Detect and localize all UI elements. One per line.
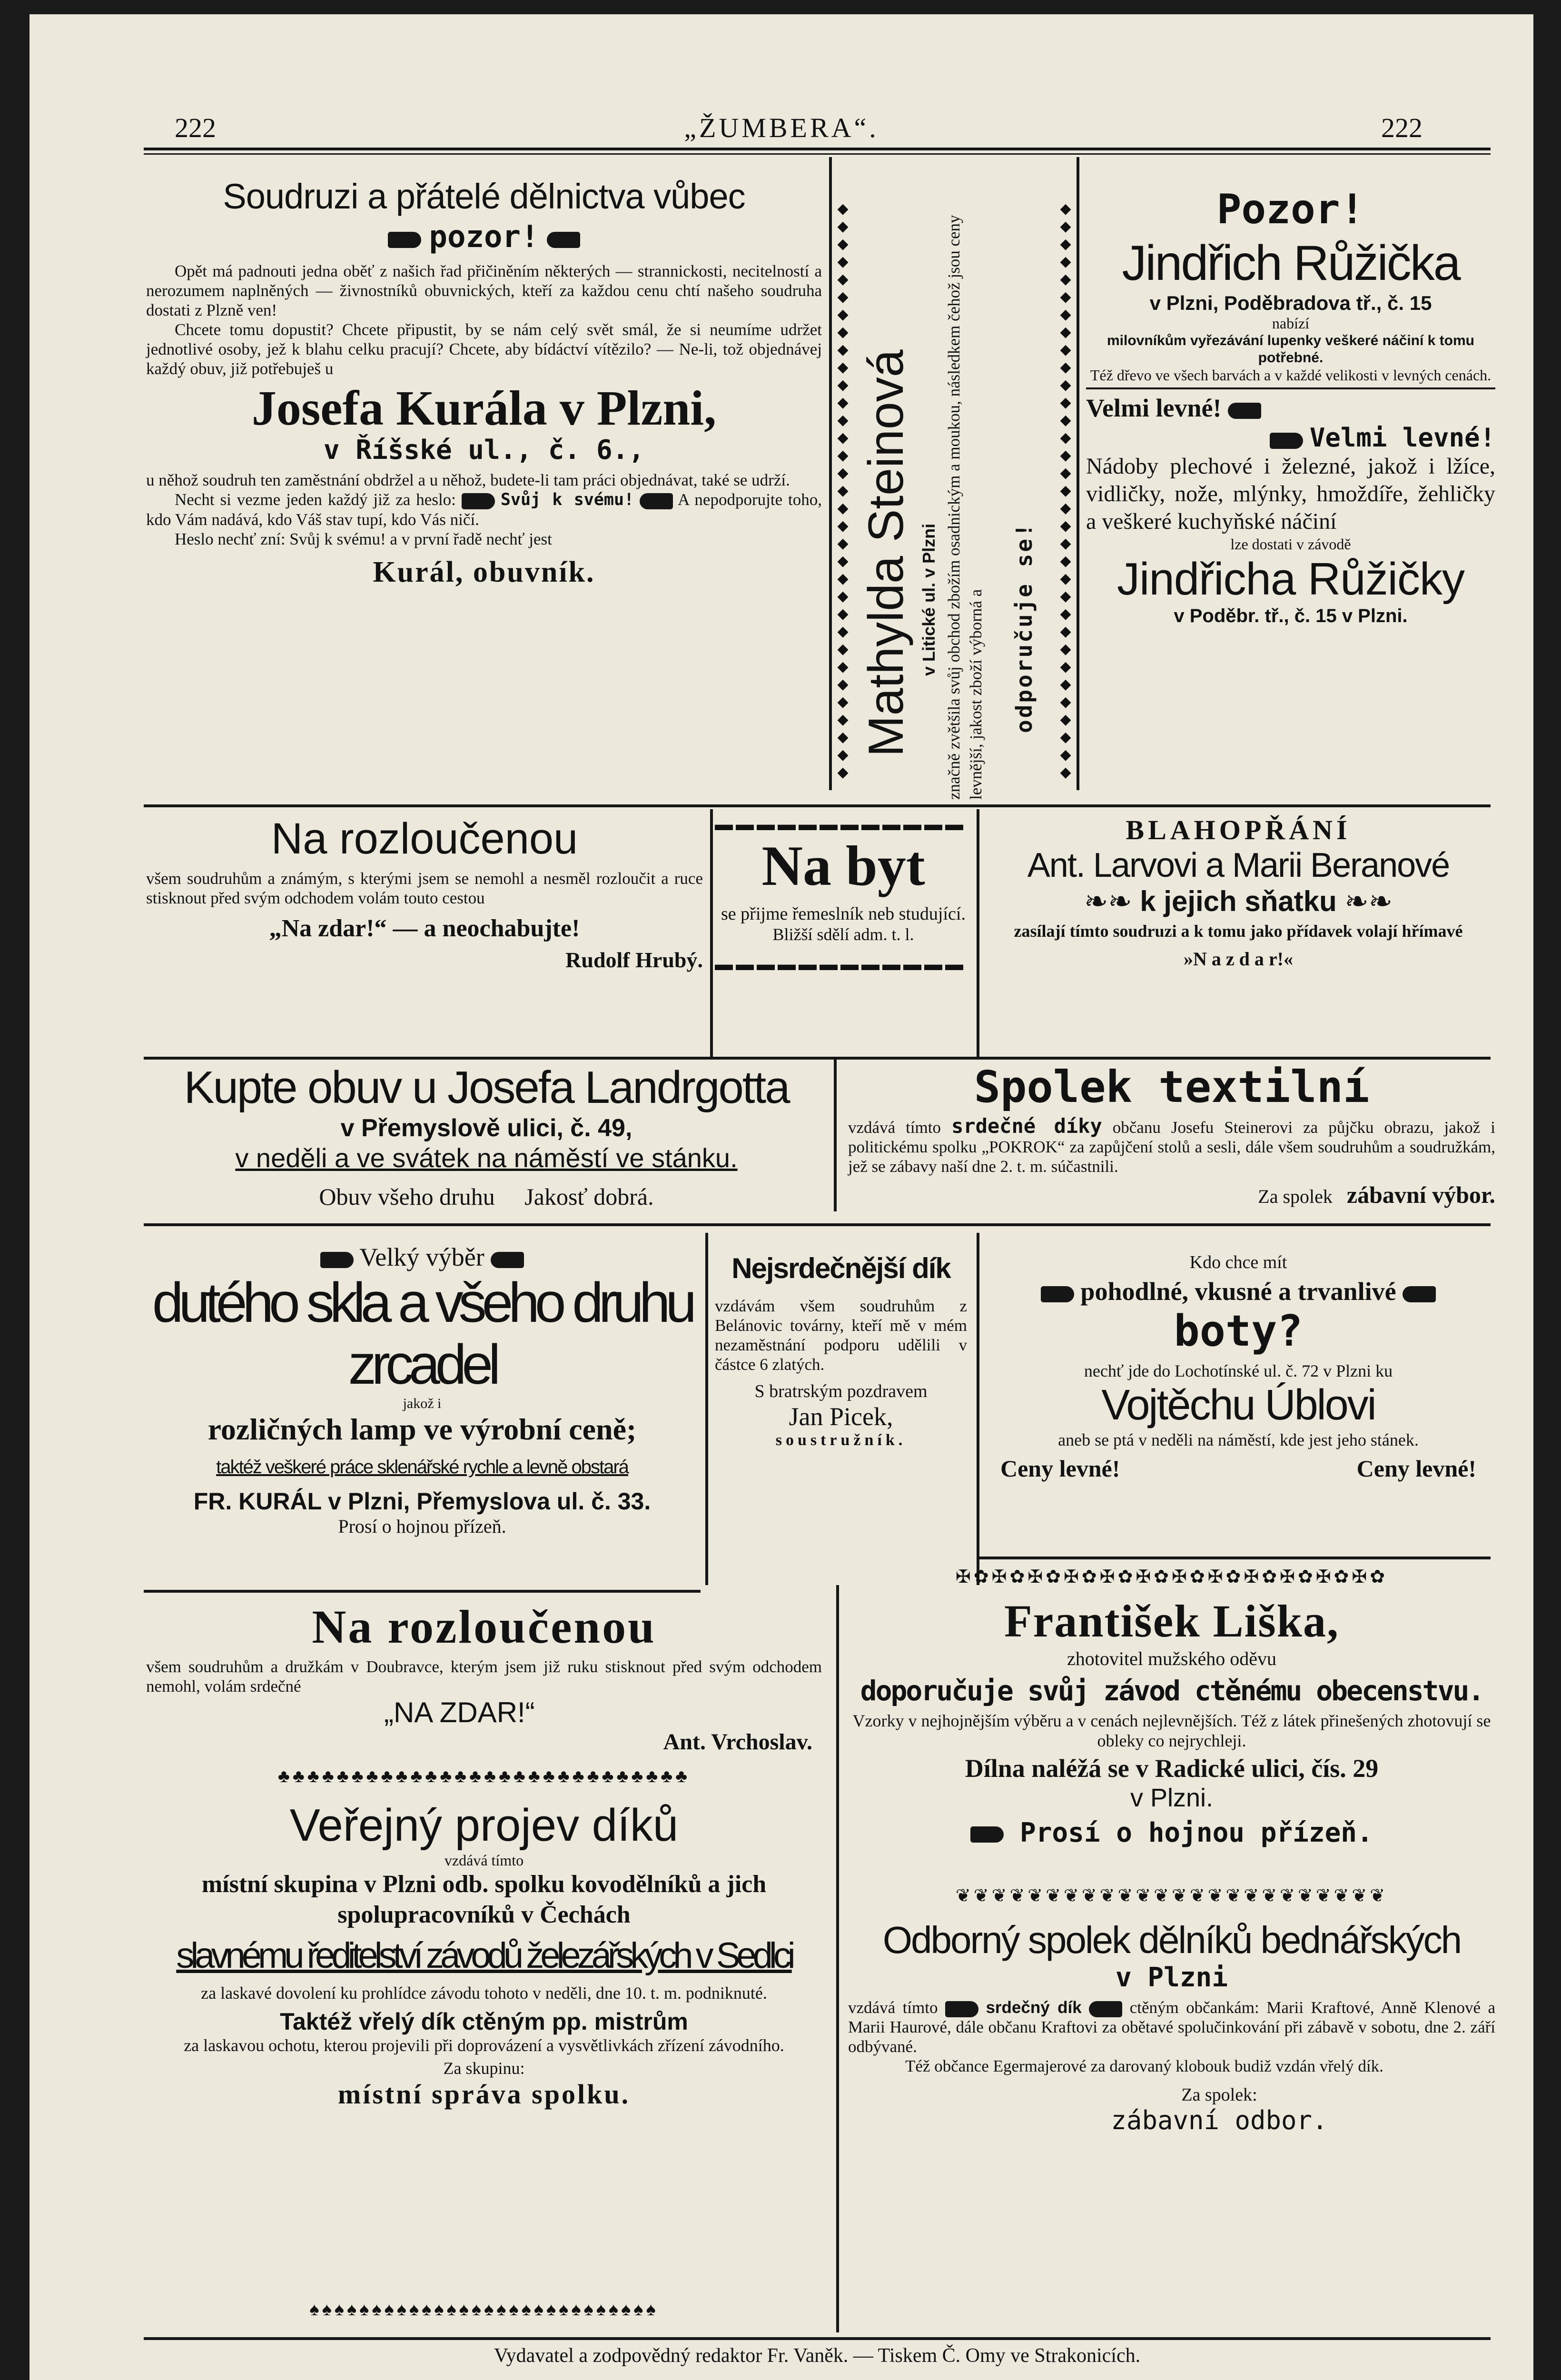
column-rule [836,1585,839,2332]
pointing-hand-icon [547,232,580,248]
ad-text: milovníkům vyřezávání lupenky veškeré náčiní k tomu potřebné. [1107,333,1474,366]
ad-extra: taktéž veškeré práce sklenářské rychle a levně obstará [216,1457,628,1478]
ad-ublova [981,1252,1495,1482]
ad-text: Vzorky v nejhojnějším výběru a v cenách nejlevnějších. Též z látek přinešených zhotovují se obleky co nejrychleji. [852,1711,1491,1750]
footer-rule [144,2337,1491,2340]
ad-text: aneb se ptá v neděli na náměstí, kde jest jeho stánek. [1058,1430,1419,1449]
divider [1086,387,1495,389]
ad-city: v Plzni [1115,1962,1228,1993]
ad-occasion: ❧❧ k jejich sňatku ❧❧ [1084,885,1393,917]
ornament-icon: ❧❧ [1084,885,1132,917]
ad-title: Na rozloučenou [312,1600,656,1653]
row-rule [144,1590,701,1593]
ornament-border: ▬▬▬▬▬▬▬▬▬▬▬▬ [715,814,966,834]
ad-paragraph: Opět má padnouti jedna oběť z našich řad přičiněním některých — strannickosti, necitelností a nerozumem naplněných — živnostníků obuvnických, kteří za každou cenu chtí našeho soudruha dostati z Plzně ven! [146,262,822,319]
ad-slogan: odporučuje se! [1011,522,1037,733]
ad-text: zhotovitel mužského oděvu [1067,1648,1276,1669]
ad-shout: „NA ZDAR!“ [384,1696,535,1728]
ad-vrchoslav [146,1599,822,1755]
ornament-border: ♠♠♠♠♠♠♠♠♠♠♠♠♠♠♠♠♠♠♠♠♠♠♠♠♠♠♠♠ [309,2300,659,2320]
ad-nabyt [715,814,972,975]
ad-pozor: pozor! [146,219,822,255]
ad-address: v Poděbr. tř., č. 15 v Plzni. [1174,605,1408,626]
ad-big: dutého skla a všeho druhu zrcadel [152,1271,692,1396]
ad-text: Též dřevo ve všech barvách a v každé velikosti v levných cenách. [1090,367,1492,384]
ad-address: v Litické ul. v Plzni [919,523,939,676]
ad-please: Prosí o hojnou přízeň. [338,1516,506,1537]
ad-paragraph: Necht si vezme jeden každý již za heslo: Svůj k svému! A nepodporujte toho, kdo Vám nadává, kdo Váš stav tupí, kdo Vás ničí. [146,490,822,529]
diamond-border: ◆ ◆ ◆ ◆ ◆ ◆ ◆ ◆ ◆ ◆ ◆ ◆ ◆ ◆ ◆ ◆ ◆ ◆ ◆ ◆ ◆ ◆ ◆ ◆ ◆ ◆ ◆ ◆ ◆ ◆ ◆ ◆ ◆ [1060,201,1071,780]
ornament-border: ▬▬▬▬▬▬▬▬▬▬▬▬ [715,954,966,974]
ad-blahoprani [981,814,1495,970]
ad-title: BLAHOPŘÁNÍ [1126,814,1351,845]
ad-text: vzdávám všem soudruhům z Belánovic továrny, kteří mě v mém nezaměstnání podporu udělili v částce 6 zlatých. [715,1297,967,1374]
newspaper-title: „ŽUMBERA“. [684,112,879,143]
ad-steinova [853,186,1057,804]
ad-pozor: Pozor! [1216,186,1365,233]
ad-paragraph: Chcete tomu dopustit? Chcete připustit, by se nám celý svět smál, že si neumíme udržet jednotlivé osoby, jež k blahu celku pracují? Chcete, aby bídáctví vítězilo? — Ne-li, tož objednávej každý obuv, již potřebuješ u [146,320,822,378]
ad-text: v neděli a ve svátek na náměstí ve stánku. [235,1143,738,1173]
ad-text: vzdává tímto srdečné díky občanu Josefu Steinerovi za půjčku obrazu, jakož i politickému spolku „POKROK“ za zapůjčení stolů a sesli, dále všem soudruhům a soudružkám, jež se zábavy naší dne 2. t. m. súčastnili. [848,1114,1496,1176]
page-number-right: 222 [1381,112,1423,143]
column-rule [705,1233,708,1585]
ad-text: za laskavou ochotu, kterou projevili při doprovázení a vysvětlivkách zřízení závodního. [184,2036,784,2055]
ad-boty: boty? [1174,1306,1303,1356]
ad-text: místní skupina v Plzni odb. spolku kovodělníků a jich spolupracovníků v Čechách [201,1871,767,1928]
row-rule [144,1057,1491,1060]
ad-signature: Ant. Vrchoslav. [663,1729,812,1755]
pointing-hand-icon [970,1826,1004,1843]
pointing-hand-icon [1403,1286,1436,1302]
ad-signature: Za spolek zábavní výbor. [1258,1181,1495,1208]
pointing-hand-icon [945,2001,978,2017]
row-rule [144,1223,1491,1226]
ad-intro: Kdo chce mít [1189,1252,1287,1272]
ad-text: nechť jde do Lochotínské ul. č. 72 v Plzni ku [1084,1361,1393,1380]
ad-city: v Plzni. [1130,1784,1214,1812]
header-rule-thin [144,153,1491,155]
ad-job: soustružník. [775,1431,907,1449]
diamond-border: ◆ ◆ ◆ ◆ ◆ ◆ ◆ ◆ ◆ ◆ ◆ ◆ ◆ ◆ ◆ ◆ ◆ ◆ ◆ ◆ ◆ ◆ ◆ ◆ ◆ ◆ ◆ ◆ ◆ ◆ ◆ ◆ ◆ [837,201,849,780]
ad-landrgott [146,1061,827,1210]
newspaper-page [30,14,1533,2380]
ad-names: Ant. Larvovi a Marii Beranové [1027,846,1450,884]
ad-name: Jindřich Růžička [1122,236,1460,291]
ad-text: značně zvětšila svůj obchod zbožím osadnickým a moukou, následkem čehož jsou ceny levnější, jakost zboží výborná a [945,215,985,800]
ad-liska [848,1595,1495,1848]
ad-name: Jindřicha Růžičky [1117,554,1464,605]
row-rule [144,804,1491,807]
column-rule [1077,157,1079,790]
pointing-hand-icon [462,493,495,509]
pointing-hand-icon [388,232,421,248]
ad-velmi: Velmi levné! [1086,423,1495,453]
ad-contact: Bližší sdělí adm. t. l. [772,925,914,944]
ad-name: František Liška, [1004,1596,1340,1646]
ad-name: Josefa Kurála v Plzni, [251,381,717,436]
ad-address: v Přemyslově ulici, č. 49, [340,1114,632,1142]
ornament-border: ❦❦❦❦❦❦❦❦❦❦❦❦❦❦❦❦❦❦❦❦❦❦❦❦ [955,1886,1388,1906]
column-rule [977,1233,979,1585]
ad-text: jakož i [403,1396,442,1411]
row-rule [977,1557,1491,1559]
ornament-border: ♣♣♣♣♣♣♣♣♣♣♣♣♣♣♣♣♣♣♣♣♣♣♣♣♣♣♣♣ [277,1766,691,1786]
ad-paragraph: u něhož soudruh ten zaměstnání obdržel a u něhož, budete-li tam práci objednávat, také se udrží. [146,471,790,489]
ad-hruby [146,814,703,972]
ad-title: Kupte obuv u Josefa Landrgotta [184,1062,789,1113]
ad-text: nabízí [1272,315,1310,332]
ad-signature: zábavní odbor. [1111,2105,1328,2135]
ad-signature: Kurál, obuvník. [373,556,595,588]
ad-name: Mathylda Steinová [859,349,914,757]
ad-line: pohodlné, vkusné a trvanlivé [981,1277,1495,1306]
ad-address: v Plzni, Poděbradova tř., č. 15 [1149,292,1432,314]
ad-text: Též občance Egermajerové za darovaný klobouk budiž vzdán vřelý dík. [905,2057,1383,2075]
ad-text: Za skupinu: [443,2059,525,2078]
ad-sign-label: Za spolek: [1181,2085,1257,2105]
footer-imprint: Vydavatel a zodpovědný redaktor Fr. Vaněk. — Tiskem Č. Omy ve Strakonicích. [494,2345,1141,2367]
ad-kural-shoes [146,176,822,589]
ad-ruzicka [1086,186,1495,627]
pointing-hand-icon [491,1252,524,1268]
ad-text: všem soudruhům a známým, s kterými jsem se nemohl a nesměl rozloučit a ruce stisknout před svým odchodem volám touto cestou [146,869,703,907]
ad-dekuji [146,1799,822,2110]
column-rule [977,809,979,1057]
ad-text: za laskavé dovolení ku prohlídce závodu tohoto v neděli, dne 10. t. m. podniknuté. [201,1983,767,2003]
page-number-left: 222 [175,112,216,143]
ornament-icon: ❧❧ [1344,885,1393,917]
pointing-hand-icon [1041,1286,1074,1302]
ad-textil [848,1061,1495,1209]
ad-shout: »N a z d a r!« [1184,948,1293,970]
ad-text: vzdává tímto srdečný dík ctěným občankám: Marii Kraftové, Anně Klenové a Marii Haurové, dále občanu Kraftovi za obětavé spolučinkování při zábavě v sobotu, dne 2. září odbývané. [848,1998,1495,2056]
ad-text: zasílají tímto soudruzi a k tomu jako přídavek volají hřímavé [1014,922,1463,941]
ad-sklo [146,1242,698,1537]
ad-workshop: Dílna naléžá se v Radické ulici, čís. 29 [965,1754,1379,1783]
column-rule [834,1059,837,1211]
ad-heading: Velký výběr [146,1242,698,1272]
column-rule [829,157,832,790]
ad-title: Spolek textilní [974,1061,1370,1112]
ad-title: Soudruzi a přátelé dělnictva vůbec [223,177,745,216]
ad-text: lze dostati v závodě [1230,536,1351,553]
ad-text: vzdává tímto [444,1852,524,1869]
ad-bednari [848,1918,1495,2135]
ad-title: Veřejný projev díků [289,1800,679,1851]
column-rule [710,809,713,1057]
ad-title: Nejsrdečnější dík [731,1252,950,1284]
ad-signature: Rudolf Hrubý. [565,948,703,972]
ad-text: Nádoby plechové i železné, jakož i lžíce, vidličky, nože, mlýnky, hmoždíře, žehličky a veškeré kuchyňské náčiní [1086,454,1495,534]
ad-title: Odborný spolek dělníků bednářských [882,1919,1461,1961]
ad-quality: Obuv všeho druhu Jakosť dobrá. [319,1183,654,1210]
pointing-hand-icon [1089,2001,1122,2017]
ad-text: se přijme řemeslník neb studující. [721,904,966,924]
ad-quote: „Na zdar!“ — a neochabujte! [269,915,580,942]
ad-recommend: doporučuje svůj závod ctěnému obecenstvu. [860,1675,1483,1707]
ad-greeting: S bratrským pozdravem [754,1381,928,1401]
ad-signature: místní správa spolku. [337,2079,631,2110]
ad-name: Jan Picek, [789,1402,893,1431]
ad-text: všem soudruhům a družkám v Doubravce, kterým jsem již ruku stisknout před svým odchodem nemohl, volám srdečné [146,1657,822,1696]
ad-please: Prosí o hojnou přízeň. [848,1817,1495,1848]
pointing-hand-icon [320,1252,354,1268]
ornament-border: ✠✿✠✿✠✿✠✿✠✿✠✿✠✿✠✿✠✿✠✿✠✿✠✿ [955,1567,1388,1587]
pointing-hand-icon [1270,433,1303,449]
ad-prices: Ceny levné! Ceny levné! [1000,1455,1476,1482]
ad-lamps: rozličných lamp ve výrobní ceně; [207,1412,637,1446]
ad-name: FR. KURÁL v Plzni, Přemyslova ul. č. 33. [193,1488,651,1515]
ad-address: v Říšské ul., č. 6., [323,435,645,466]
ad-velmi: Velmi levné! [1086,393,1495,423]
ad-text: Taktéž vřelý dík ctěným pp. mistrům [280,2008,688,2035]
header-rule [144,148,1491,150]
pointing-hand-icon [640,493,673,509]
ad-name: Vojtěchu Úblovi [1101,1381,1375,1429]
ad-text: slavnému ředitelství závodů železářských v Sedlci [176,1935,792,1976]
ad-paragraph: Heslo nechť zní: Svůj k svému! a v první řadě nechť jest [175,530,552,548]
ad-picek [715,1252,967,1449]
ad-title: Na rozloučenou [271,814,578,863]
ad-title: Na byt [761,834,925,897]
pointing-hand-icon [1228,403,1261,419]
